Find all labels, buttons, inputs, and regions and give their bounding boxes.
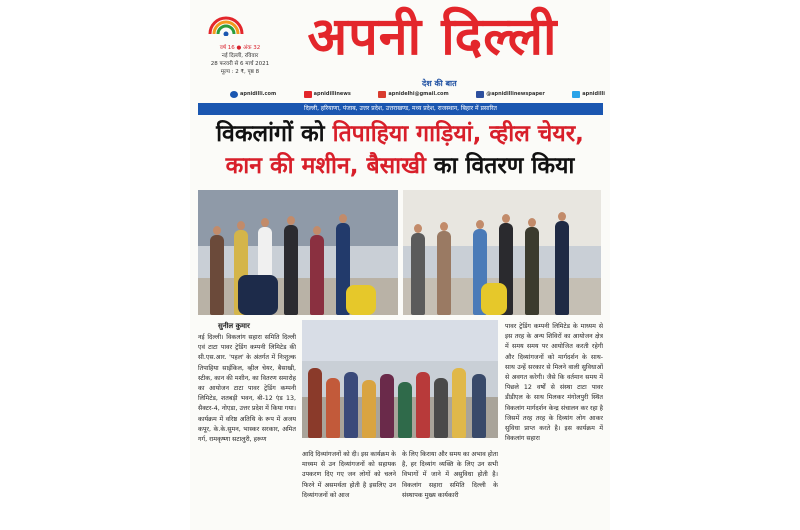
globe-icon <box>230 91 238 98</box>
headline-part-1b: तिपाहिया गाड़ियां, व्हील चेयर, <box>332 121 584 147</box>
article-column-2: आदि दिव्यांगजनों को दी। इस कार्यक्रम के माध्यम से उन दिव्यांगजनों को सहायक उपकरण दिए गए जन लोगों को चलने फिरने में असमर्थता होती है इसलिए उन दिव्यांगजनों को आज <box>302 451 396 499</box>
event-photo-right <box>403 190 601 315</box>
youtube-link[interactable] <box>304 88 351 100</box>
headline-part-2a: कान की मशीन, बैसाखी <box>225 153 434 179</box>
event-photo-left <box>198 190 398 315</box>
youtube-text: apnidillinews <box>313 91 351 97</box>
date-range: 28 फरवरी से 6 मार्च 2021 <box>210 61 270 67</box>
article-column-4: पावर ट्रेडिंग कम्पनी लिमिटेड के माध्यम से इस तरह के अन्य शिविरों का आयोजन क्षेत्र में समय समय पर आयोजित करती रहेगी और दिव्यांगजनों को मार्गदर्शन के साथ-साथ उन्हें सरकार से मिलने वाली सुविधाओं से अवगत करेगी। जैसे कि वर्तमान समय में पिछले 12 वर्षों से संस्था टाटा पावर डीडीएल के साथ मिलकर मंगोलपुरी स्थित विकलांग मार्गदर्शन केन्द्र संचालन कर रहा है जिसमें तरह तरह के दिव्यांग लोग आकर सुविधा प्राप्त करते है। इस कार्यक्रम में विकलांग सहारा <box>505 323 603 443</box>
facebook-text: @apnidillinewspaper <box>486 91 545 97</box>
facebook-icon <box>476 91 484 98</box>
website-link[interactable] <box>230 88 276 100</box>
social-links <box>230 88 605 100</box>
facebook-link[interactable] <box>476 88 545 100</box>
price-pages: मूल्य : 2 ₹, पृष्ठ 8 <box>220 69 260 75</box>
coverage-band: दिल्ली, हरियाणा, पंजाब, उत्तर प्रदेश, उत्तराखण्ड, मध्य प्रदेश, राजस्थान, बिहार में प्रसारित <box>198 103 603 115</box>
event-photo-center <box>302 320 498 438</box>
headline <box>196 118 604 182</box>
article-column-3: के लिए किराया और समय का अभाव होता है, हर दिव्यांग व्यक्ति के लिए उन सभी विभागों में जाने में असुविधा होती है। विकलांग सहारा समिति दिल्ली के संस्थापक मुख्य कार्यकारी <box>402 451 498 499</box>
headline-part-2b: का वितरण किया <box>433 153 575 179</box>
youtube-icon <box>304 91 312 98</box>
masthead-tagline: देश की बात <box>422 79 457 88</box>
website-text: apnidilli.com <box>240 91 277 97</box>
masthead-title: अपनी दिल्ली <box>307 7 558 67</box>
mail-icon <box>378 91 386 98</box>
twitter-icon <box>572 91 580 98</box>
headline-part-1a: विकलांगों को <box>216 121 333 147</box>
byline: सुनील कुमार <box>218 322 250 330</box>
rainbow-logo-icon <box>206 14 246 36</box>
newspaper-page <box>190 0 610 530</box>
article-column-1: नई दिल्ली। विकलांग सहारा समिति दिल्ली एवं टाटा पावर ट्रेडिंग कम्पनी लिमिटेड की सी.एस.आर. 'पहल' के अंतर्गत में निःशुल्क तिपाहिया साईकिल, व्हील चेयर, बैसाखी, स्टीक, कान की मशीन, का वितरण समारोह का आयोजन टाटा पावर ट्रेडिंग कम्पनी लिमिटेड, शतबड़ी भवन, बी-12 एंड 13, सैक्टर-4, नोएडा, उत्तर प्रदेश में किया गया। कार्यक्रम में वरिष्ठ अतिथि के रूप में अजय कपूर, के.के.सुमन, भास्कर सरकार, अमित गर्ग, रामकृष्णा सटालुरी, हरूण <box>198 334 296 444</box>
email-link[interactable] <box>378 88 448 100</box>
email-text: apnidelhi@gmail.com <box>388 91 449 97</box>
issue-line: वर्ष 16 ● अंक 32 <box>219 45 261 51</box>
twitter-link[interactable] <box>572 88 605 100</box>
place-date: नई दिल्ली, रविवार <box>221 53 259 59</box>
twitter-text: apnidilli <box>582 91 605 97</box>
